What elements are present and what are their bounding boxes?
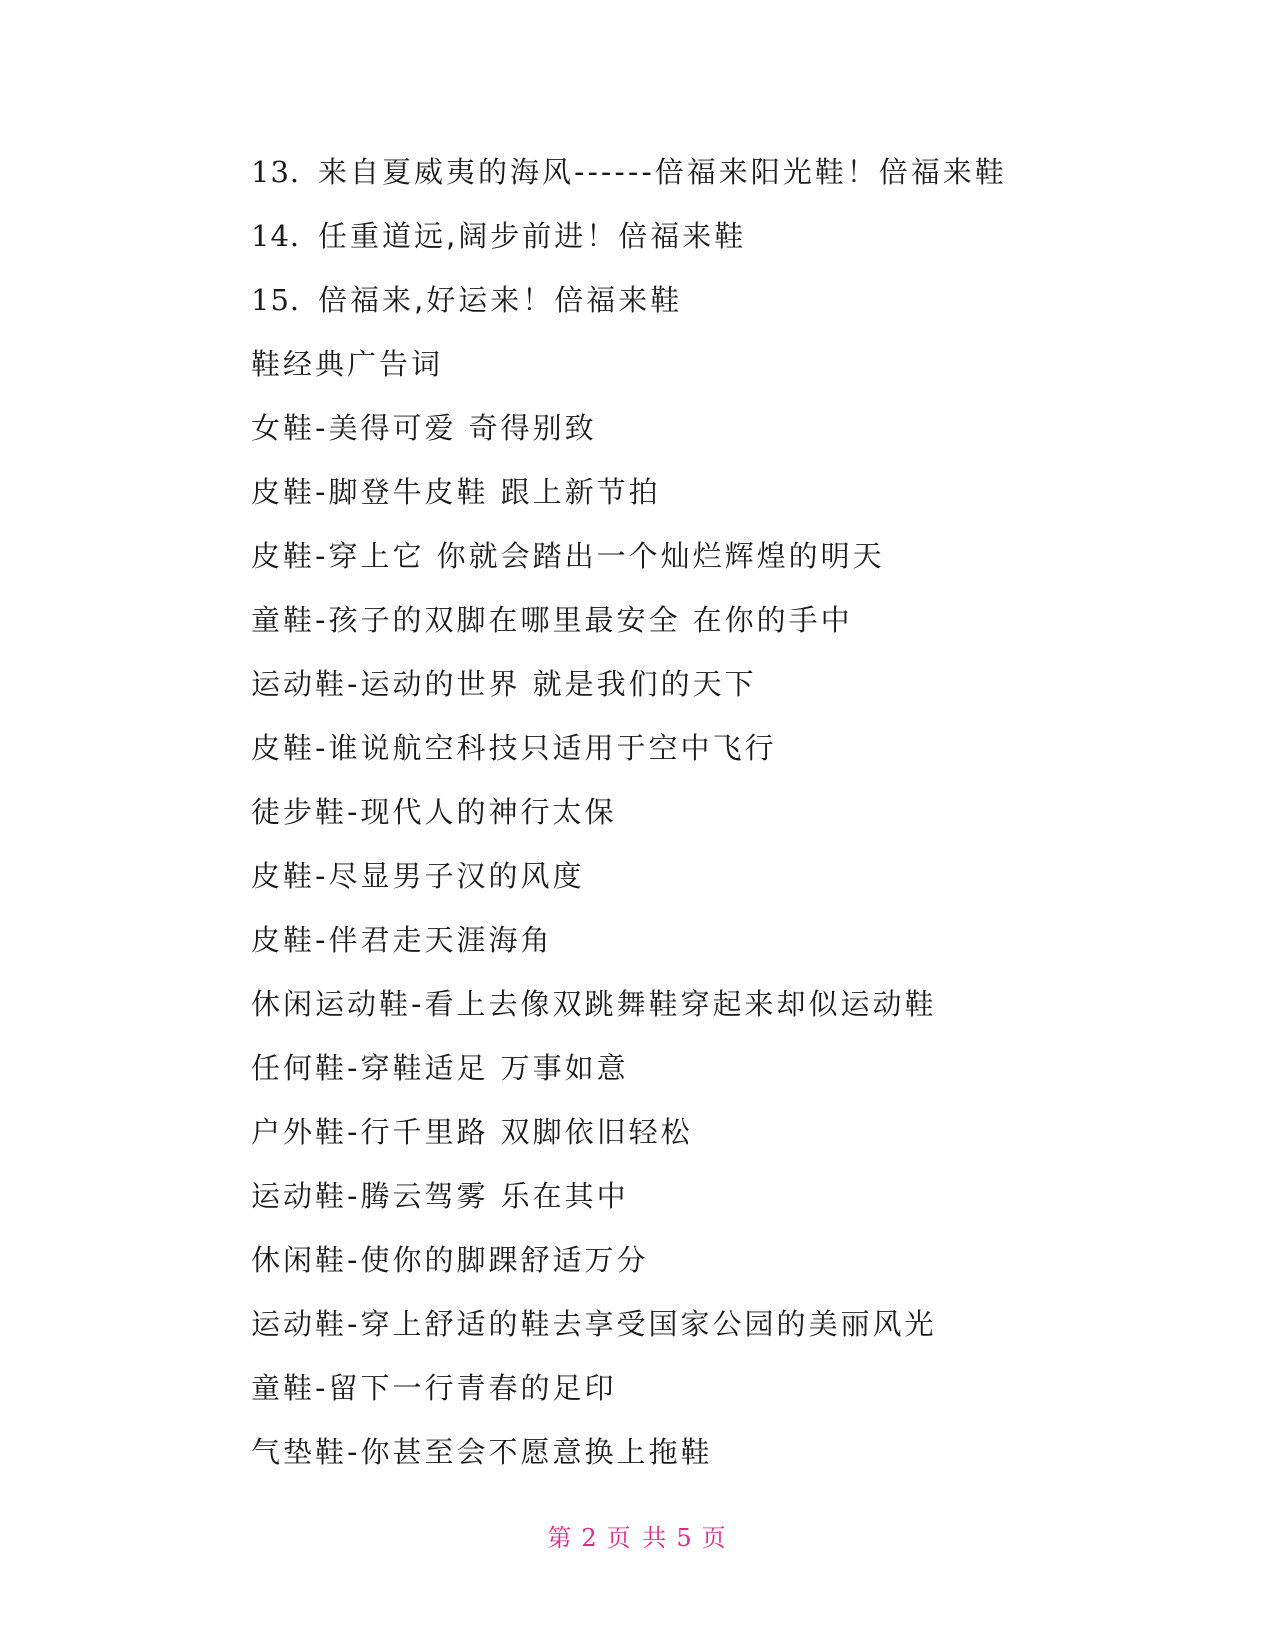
footer-page-number: 2 [581, 1524, 599, 1552]
ad-line: 气垫鞋-你甚至会不愿意换上拖鞋 [251, 1435, 713, 1469]
item-text: 来自夏威夷的海风------倍福来阳光鞋！倍福来鞋 [318, 155, 1007, 189]
ad-line: 运动鞋-穿上舒适的鞋去享受国家公园的美丽风光 [251, 1307, 937, 1341]
ad-line: 皮鞋-尽显男子汉的风度 [251, 859, 585, 893]
item-number: 15. [251, 283, 301, 317]
ad-line: 休闲鞋-使你的脚踝舒适万分 [251, 1243, 649, 1277]
item-text: 倍福来,好运来！倍福来鞋 [318, 283, 683, 317]
ad-line: 户外鞋-行千里路 双脚依旧轻松 [251, 1115, 693, 1149]
section-title: 鞋经典广告词 [251, 347, 444, 381]
ad-line: 皮鞋-伴君走天涯海角 [251, 923, 553, 957]
ad-line: 运动鞋-运动的世界 就是我们的天下 [251, 667, 757, 701]
ad-line: 女鞋-美得可爱 奇得别致 [251, 411, 597, 445]
item-text: 任重道远,阔步前进！倍福来鞋 [318, 219, 747, 253]
ad-line: 运动鞋-腾云驾雾 乐在其中 [251, 1179, 629, 1213]
footer-suffix: 页 [701, 1524, 728, 1552]
ad-line: 休闲运动鞋-看上去像双跳舞鞋穿起来却似运动鞋 [251, 987, 937, 1021]
item-number: 14. [251, 219, 301, 253]
ad-line: 皮鞋-谁说航空科技只适用于空中飞行 [251, 731, 777, 765]
footer-total-pages: 5 [676, 1524, 694, 1552]
ad-line: 童鞋-留下一行青春的足印 [251, 1371, 617, 1405]
ad-line: 童鞋-孩子的双脚在哪里最安全 在你的手中 [251, 603, 853, 637]
document-body [251, 140, 1151, 1484]
item-number: 13. [251, 155, 301, 189]
numbered-item-13 [251, 140, 1151, 204]
footer-mid: 页 共 [606, 1524, 669, 1552]
ad-line: 皮鞋-穿上它 你就会踏出一个灿烂辉煌的明天 [251, 539, 885, 573]
ad-line: 皮鞋-脚登牛皮鞋 跟上新节拍 [251, 475, 661, 509]
page-footer [0, 1518, 1275, 1553]
numbered-item-15 [251, 268, 1151, 332]
ad-line: 任何鞋-穿鞋适足 万事如意 [251, 1051, 629, 1085]
numbered-item-14 [251, 204, 1151, 268]
footer-prefix: 第 [547, 1524, 574, 1552]
ad-line: 徒步鞋-现代人的神行太保 [251, 795, 617, 829]
